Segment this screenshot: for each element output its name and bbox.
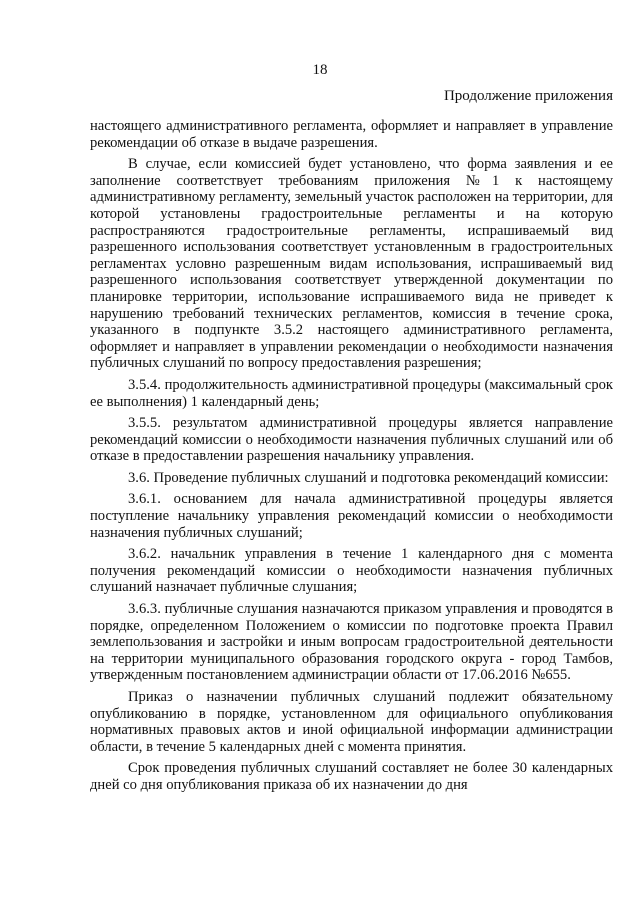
page-header: Продолжение приложения (443, 88, 613, 104)
paragraph: настоящего административного регламента, оформляет и направляет в управление рекомендации об отказе в выдаче разрешения. (90, 118, 613, 151)
paragraph: 3.6.3. публичные слушания назначаются приказом управления и проводятся в порядке, определенном Положением о комиссии по подготовке проекта Правил землепользования и застройки и иным вопросам градостроительной деятельности на территории муниципального образования городского округа - город Тамбов, утвержденным постановлением администрации области от 17.06.2016 №655. (90, 601, 613, 684)
page-number: 18 (312, 62, 328, 78)
paragraph: 3.6.1. основанием для начала административной процедуры является поступление начальнику управления рекомендаций комиссии о необходимости назначения публичных слушаний; (90, 491, 613, 541)
paragraph: В случае, если комиссией будет установлено, что форма заявления и ее заполнение соответствует требованиям приложения №1 к настоящему административному регламенту, земельный участок расположен на территории, для которой установлены градостроительные регламенты и на которую распространяются градостроительные регламенты, испрашиваемый вид разрешенного использования соответствует установленным в градостроительных регламентах условно разрешенным видам использования, испрашиваемый вид разрешенного использования соответствует утвержденной документации по планировке территории, использование испрашиваемого вида не приведет к нарушению требований технических регламентов, комиссия в течение срока, указанного в подпункте 3.5.2 настоящего административного регламента, оформляет и направляет в управлении рекомендации о необходимости назначения публичных слушаний по вопросу предоставления разрешения; (90, 156, 614, 372)
paragraph: 3.5.4. продолжительность административной процедуры (максимальный срок ее выполнения) 1 календарный день; (90, 376, 613, 410)
paragraph: 3.5.5. результатом административной процедуры является направление рекомендаций комиссии о необходимости назначения публичных слушаний или об отказе в предоставлении разрешения начальнику управления. (90, 415, 613, 465)
paragraph: Срок проведения публичных слушаний составляет не более 30 календарных дней со дня опубликования приказа об их назначении до дня (90, 760, 613, 793)
document-body (90, 118, 613, 799)
paragraph: 3.6. Проведение публичных слушаний и подготовка рекомендаций комиссии: (128, 469, 609, 486)
paragraph: 3.6.2. начальник управления в течение 1 календарного дня с момента получения рекомендаций комиссии о необходимости назначения публичных слушаний назначает публичные слушания; (90, 546, 613, 596)
paragraph: Приказ о назначении публичных слушаний подлежит обязательному опубликованию в порядке, установленном для официального опубликования нормативных правовых актов и иной официальной информации администрации области, в течение 5 календарных дней с момента принятия. (90, 689, 613, 755)
